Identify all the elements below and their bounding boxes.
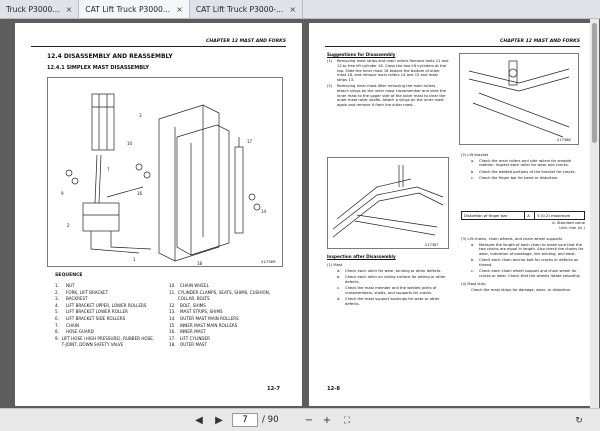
lift-bracket-list: [461, 159, 585, 181]
inspection-mast-list: [327, 269, 449, 306]
list-item: [169, 303, 279, 310]
right-column-section: [461, 151, 585, 181]
item-text: Check the welded portions of the bracket for cracks.: [479, 169, 576, 174]
item-number: 2.: [55, 289, 59, 295]
item-text: Check the main rollers and side rollers for smooth rotation. Inspect each roller for wear and cracks.: [479, 158, 572, 168]
item-text: INNER MAST: [180, 329, 206, 335]
next-page-icon[interactable]: ▶: [215, 415, 223, 426]
list-item: [169, 342, 279, 349]
callout-17: 17: [247, 139, 253, 144]
sequence-heading: SEQUENCE: [55, 273, 83, 278]
suggestions-heading: Suggestions for Disassembly: [327, 52, 396, 57]
callout-1: 1: [133, 257, 136, 262]
inspection-section: [327, 255, 449, 306]
subsection-title: 12.4.1 SIMPLEX MAST DISASSEMBLY: [47, 65, 150, 71]
list-item: [461, 243, 585, 257]
list-item: [327, 269, 449, 274]
callout-9: 9: [61, 191, 64, 196]
close-icon[interactable]: ×: [176, 4, 183, 14]
item-text: FORK, LIFT BRACKET: [66, 289, 109, 295]
list-item: [55, 309, 155, 316]
vertical-scrollbar[interactable]: [590, 19, 599, 408]
list-item: [461, 176, 585, 181]
callout-2: 2: [67, 223, 70, 228]
total-pages: / 90: [262, 415, 279, 425]
finger-bar-table: [461, 211, 585, 220]
mast-strip-figure: [459, 53, 579, 145]
list-item: [169, 290, 279, 303]
item-text: Check each roller on rolling surface for pitting or other defects.: [345, 275, 446, 284]
mast-strip-text: Check the mast strips for damage, wear, or distortion.: [471, 287, 572, 292]
item-number: 1.: [55, 283, 59, 288]
right-page: [309, 23, 596, 406]
list-item: [461, 159, 585, 168]
zoom-in-icon[interactable]: +: [322, 415, 332, 426]
item-text: LIFT CYLINDER: [180, 335, 210, 341]
item-text: Check each roller for wear, binding or other defects.: [345, 268, 442, 273]
item-number: 17.: [169, 335, 176, 341]
chapter-header: CHAPTER 12 MAST AND FORKS: [500, 39, 580, 44]
header-rule: [325, 46, 580, 47]
list-item: [55, 316, 155, 323]
item-number: a.: [471, 242, 475, 247]
item-number: 13.: [169, 309, 176, 315]
item-number: 9.: [55, 335, 59, 341]
list-item: [327, 275, 449, 284]
units-note: A: Standard value Unit: mm (in.): [552, 221, 585, 230]
list-item: [169, 316, 279, 323]
item-number: b.: [471, 258, 475, 263]
list-item: [55, 283, 155, 290]
list-item: [55, 329, 155, 336]
close-icon[interactable]: ×: [289, 4, 297, 14]
section-title: 12.4 DISASSEMBLY AND REASSEMBLY: [47, 53, 173, 60]
callout-7: 7: [107, 167, 110, 172]
zoom-out-icon[interactable]: −: [304, 415, 314, 426]
suggestions-section: [327, 53, 449, 108]
sequence-list-2: [169, 283, 279, 349]
list-item: [461, 170, 585, 175]
fit-page-icon[interactable]: ⛶: [343, 415, 351, 426]
lift-bracket-label: (2) Lift bracket: [461, 152, 489, 157]
chapter-header: CHAPTER 12 MAST AND FORKS: [206, 39, 286, 44]
left-page: [15, 23, 302, 406]
page-footer: 12-8: [327, 386, 340, 392]
exploded-mast-diagram: [47, 77, 283, 267]
header-rule: [31, 46, 286, 47]
inspection-mast-label: (1) Mast: [327, 262, 343, 267]
item-number: 10.: [169, 283, 176, 288]
tab-label: Truck P3000...: [6, 4, 60, 14]
item-number: a.: [471, 158, 475, 163]
item-text: Check the finger bar for bend or distortion.: [479, 175, 559, 180]
lift-chains-list: [461, 243, 585, 279]
item-number: 15.: [169, 322, 176, 328]
tab-label: CAT Lift Truck P3000...: [85, 4, 171, 14]
figure-number: 217388: [557, 138, 571, 142]
item-text: INNER MAST MAIN ROLLERS: [180, 322, 238, 328]
item-text: Check each chain wheel support and chain wheel for cracks or wear. Check that the wheels rotate smoothly.: [479, 269, 581, 278]
item-number: d.: [337, 296, 341, 301]
page-number-input[interactable]: 7: [232, 413, 258, 427]
callout-16: 16: [137, 191, 143, 196]
list-item: [169, 329, 279, 336]
table-value: 5 (0.2) maximum: [535, 212, 585, 220]
list-item: [327, 84, 449, 108]
item-text: BACKREST: [66, 296, 88, 302]
item-number: (2): [327, 84, 333, 89]
list-item: [55, 323, 155, 330]
figure-number: 217389: [261, 259, 276, 264]
suggestions-list: [327, 59, 449, 108]
item-text: Removing inner mast After removing the main rollers, attach slings on the inner mast crossmember and slide the inner mast to the upper side of the outer mast to clear the outer mast roller shafts. Attach a slings on the inner mast again and remove it from the outer mast.: [337, 84, 446, 108]
callout-14: 14: [261, 209, 267, 214]
item-number: c.: [471, 269, 475, 274]
inner-mast-figure: [327, 157, 449, 249]
item-number: c.: [337, 286, 341, 291]
item-text: LIFT HOSE (HIGH PRESSURE), RUBBER HOSE, T-JOINT, DOWN SAFETY VALVE: [61, 335, 155, 348]
item-number: b.: [337, 275, 341, 280]
item-text: Removing mast strips and main rollers Remove bolts 11 and 12 to free lift cylinder 16. Cross the two lift cylinders at the top. Slide the inner mast 16 toward the bottom of outer mast 18, and remove main rollers 14 and 15 and mast strips 13.: [337, 59, 449, 83]
item-number: c.: [471, 175, 475, 180]
list-item: [327, 59, 449, 83]
item-number: 18.: [169, 342, 176, 348]
tab-label: CAT Lift Truck P3000-...: [195, 4, 284, 14]
item-number: 12.: [169, 302, 176, 308]
scrollbar-thumb[interactable]: [592, 23, 597, 143]
item-number: 6.: [55, 315, 59, 321]
list-item: [169, 283, 279, 290]
callout-18: 18: [197, 261, 203, 266]
list-item: [169, 323, 279, 330]
tab-2[interactable]: [79, 0, 190, 18]
item-number: 3.: [55, 296, 59, 302]
item-number: 14.: [169, 315, 176, 321]
list-item: [461, 258, 585, 267]
item-text: NUT: [66, 283, 75, 288]
item-number: 11.: [169, 289, 176, 295]
item-text: Check the mast member and the welded joints of crossmembers, shafts, and supports for cracks.: [345, 286, 437, 295]
list-item: [461, 269, 585, 278]
tab-3[interactable]: [190, 0, 303, 18]
tab-bar: [0, 0, 600, 19]
item-number: 16.: [169, 329, 176, 335]
callout-3: 3: [139, 113, 142, 118]
item-text: LIFT BRACKET LOWER ROLLER: [66, 309, 128, 315]
item-text: CHAIN WHEEL: [180, 283, 209, 288]
table-label: Distortion of finger bar: [462, 212, 525, 220]
list-item: [169, 336, 279, 343]
item-text: MAST STRIPS, SHIMS: [180, 309, 223, 315]
list-item: [327, 297, 449, 306]
item-number: b.: [471, 169, 475, 174]
item-number: 8.: [55, 329, 59, 335]
inspection-heading: Inspection after Disassembly: [327, 254, 396, 259]
item-text: OUTER MAST: [180, 342, 207, 348]
figure-number: 217387: [425, 243, 439, 247]
list-item: [55, 290, 155, 297]
previous-page-icon[interactable]: ◀: [195, 415, 203, 426]
item-text: CYLINDER CLAMPS, SEATS, SHIMS, CUSHION, COLLAR, BOLTS: [177, 289, 271, 302]
sequence-list-1: [55, 283, 155, 349]
item-text: Measure the length of each chain to make sure that the two chains are equal in length. Also check the chains for wear, indication of breakage, link binding, and twist.: [479, 242, 584, 257]
list-item: [55, 303, 155, 310]
rotate-icon[interactable]: ↻: [575, 415, 583, 426]
item-text: Check the mast support bushings for wear or other defects.: [345, 296, 440, 306]
lift-chains-section: [461, 235, 585, 293]
list-item: [327, 286, 449, 295]
item-text: CHAIN: [66, 322, 80, 328]
callout-10: 10: [127, 141, 133, 146]
list-item: [55, 336, 155, 349]
item-text: Check each chain anchor bolt for cracks or defects on thread.: [479, 258, 579, 268]
page-footer: 12-7: [267, 386, 280, 392]
close-icon[interactable]: ×: [65, 4, 73, 14]
item-number: 7.: [55, 322, 59, 328]
mast-strip-label: (4) Mast strip: [461, 281, 486, 286]
item-number: a.: [337, 268, 341, 273]
item-text: BOLT, SHIMS: [180, 302, 206, 308]
item-text: LIFT BRACKET SIDE ROLLERS: [66, 315, 126, 321]
table-code: A: [525, 212, 535, 220]
item-number: 4.: [55, 302, 59, 308]
list-item: [169, 309, 279, 316]
bottom-toolbar: [0, 408, 600, 431]
document-viewer[interactable]: [0, 19, 600, 408]
item-text: OUTER MAST MAIN ROLLERS: [180, 315, 239, 321]
item-text: HOSE GUARD: [66, 329, 94, 335]
item-number: 5.: [55, 309, 59, 315]
list-item: [55, 296, 155, 303]
item-text: LIFT BRACKET UPPER, LOWER ROLLERS: [66, 302, 147, 308]
tab-1[interactable]: [0, 0, 79, 18]
lift-chains-label: (3) Lift chains, chain wheels, and chain wheel supports: [461, 236, 563, 241]
item-number: (1): [327, 59, 333, 64]
